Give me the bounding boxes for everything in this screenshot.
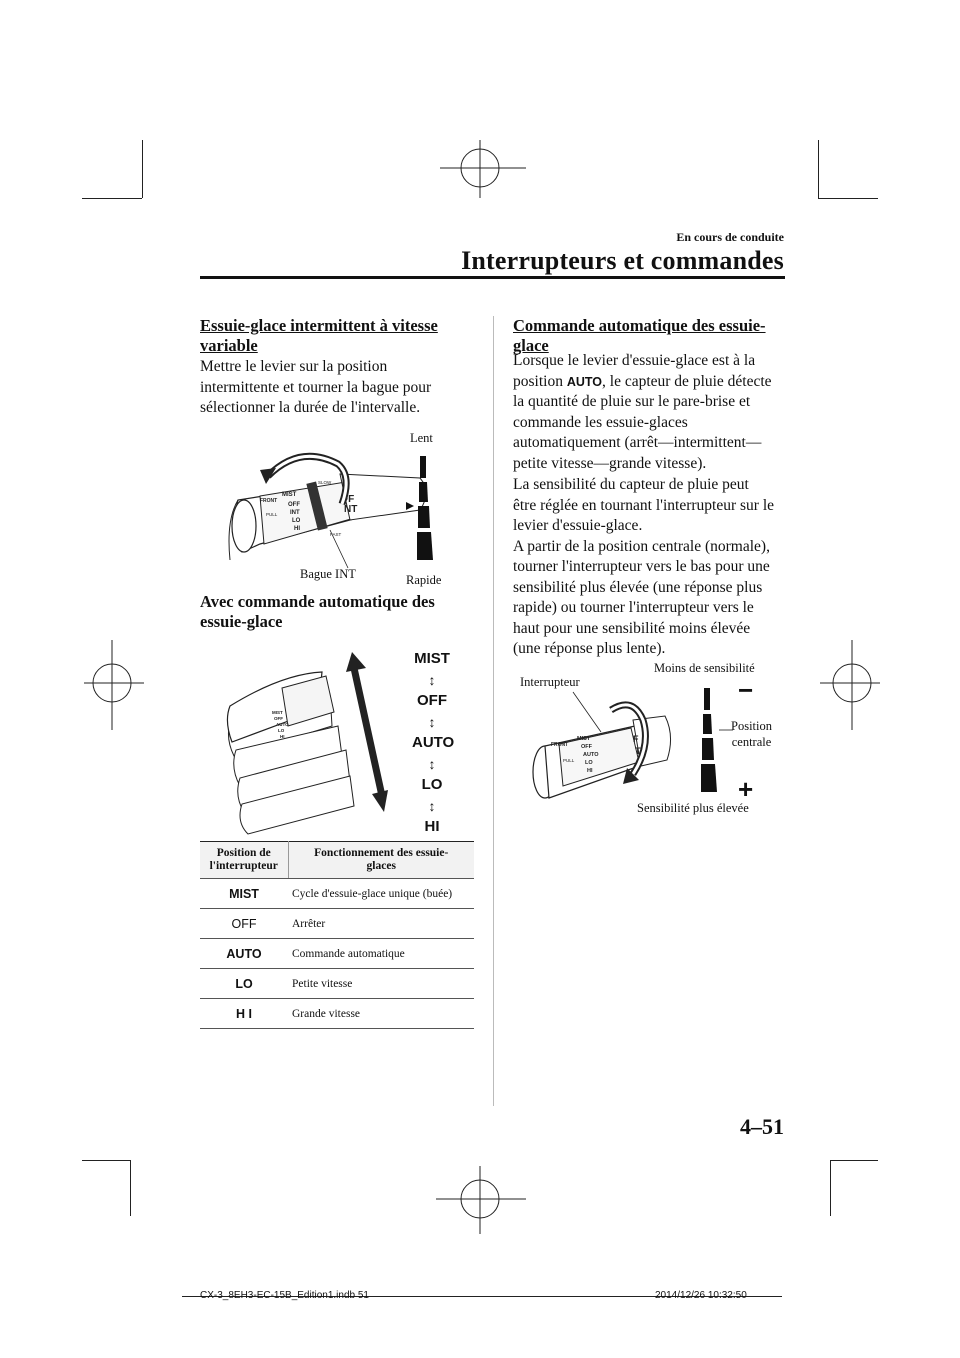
wiper-lever-sensitivity-figure <box>515 680 765 810</box>
fig3-label-switch: Interrupteur <box>520 675 580 689</box>
svg-text:HI: HI <box>280 734 285 739</box>
table-header-operation: Fonctionnement des essuie- glaces <box>288 842 474 879</box>
svg-text:FRONT: FRONT <box>260 498 278 504</box>
table-header-position: Position de l'interrupteur <box>200 842 288 879</box>
up-down-arrow-icon: ↕ <box>428 714 436 730</box>
right-paragraph-1: Lorsque le levier d'essuie-glace est à la position AUTO, le capteur de pluie détecte la quantité de pluie sur le pare-brise et commande les essuie-glaces automatiquement (arrêt—intermittent— petite vitesse—grande vitesse). <box>513 352 772 472</box>
svg-text:MIST: MIST <box>272 710 283 715</box>
page-number: 4–51 <box>740 1114 784 1139</box>
svg-text:FF: FF <box>342 494 355 505</box>
header-rule <box>200 276 785 279</box>
footer-timestamp: 2014/12/26 10:32:50 <box>655 1290 747 1301</box>
svg-text:SLOW: SLOW <box>318 480 332 485</box>
table-row: AUTO Commande automatique <box>200 939 474 969</box>
fig2-position-list <box>412 650 455 836</box>
position-auto: AUTO <box>412 734 455 751</box>
fig3-label-less: Moins de sensibilité <box>654 661 755 675</box>
svg-text:OFF: OFF <box>274 716 283 721</box>
svg-text:FAST: FAST <box>330 532 342 537</box>
position-mist: MIST <box>414 650 450 667</box>
plus-icon: + <box>738 774 754 804</box>
svg-text:OFF: OFF <box>581 744 592 750</box>
footer-file: CX-3_8EH3-EC-15B_Edition1.indb 51 <box>200 1290 369 1301</box>
page-title: Interrupteurs et commandes <box>461 246 784 275</box>
svg-text:MIST: MIST <box>577 736 591 742</box>
svg-text:HI: HI <box>587 768 593 774</box>
left-section-heading: Essuie-glace intermittent à vitesse variable <box>200 316 438 355</box>
up-down-arrow-icon: ↕ <box>428 672 436 688</box>
section-label: En cours de conduite <box>676 230 784 244</box>
minus-icon: − <box>738 675 754 705</box>
auto-symbol: AUTO <box>566 374 603 389</box>
registration-mark-left <box>80 640 144 730</box>
svg-text:F: F <box>633 734 639 744</box>
fig1-label-fast: Rapide <box>406 573 442 587</box>
table-row: OFF Arrêter <box>200 909 474 939</box>
svg-text:FRONT: FRONT <box>551 742 569 748</box>
up-down-arrow-icon: ↕ <box>428 798 436 814</box>
svg-text:INT: INT <box>290 510 300 516</box>
svg-text:LO: LO <box>585 760 593 766</box>
svg-text:AUTO: AUTO <box>276 722 289 727</box>
svg-text:MIST: MIST <box>282 492 297 498</box>
left-paragraph: Mettre le levier sur la position intermittente et tourner la bague pour sélectionner la durée de l'intervalle. <box>200 358 432 416</box>
registration-mark-bottom <box>436 1166 526 1236</box>
svg-text:NT: NT <box>344 504 358 515</box>
right-paragraph-2: La sensibilité du capteur de pluie peut être réglée en tournant l'interrupteur sur le levier d'essuie-glace. A partir de la position centrale (normale), tourner l'interrupteur vers le bas pour une sensibilité plus élevée (une réponse plus rapide) ou tourner l'interrupteur vers le haut pour une sensibilité moins élevée (une réponse plus lente). <box>513 476 775 657</box>
svg-text:OFF: OFF <box>288 502 300 508</box>
left-subheading: Avec commande automatique des essuie-glace <box>200 592 435 631</box>
up-down-arrow-icon: ↕ <box>428 756 436 772</box>
wiper-position-table <box>200 841 474 1029</box>
fig3-label-more: Sensibilité plus élevée <box>637 801 749 815</box>
position-lo: LO <box>421 776 443 793</box>
wiper-lever-int-figure <box>220 440 470 570</box>
svg-text:PULL: PULL <box>266 512 278 517</box>
fig1-label-ring: Bague INT <box>300 567 356 581</box>
svg-text:PULL: PULL <box>563 758 575 763</box>
registration-mark-top <box>440 140 526 200</box>
svg-text:T: T <box>635 746 641 756</box>
fig1-label-slow: Lent <box>410 431 433 445</box>
column-divider <box>493 316 494 1106</box>
svg-text:LO: LO <box>292 518 301 524</box>
table-row: H I Grande vitesse <box>200 999 474 1029</box>
registration-mark-right <box>820 640 884 730</box>
svg-text:AUTO: AUTO <box>583 752 599 758</box>
position-off: OFF <box>417 692 447 709</box>
fig3-label-center: Position centrale <box>731 719 772 749</box>
svg-text:LO: LO <box>278 728 285 733</box>
svg-text:HI: HI <box>294 526 300 532</box>
table-row: LO Petite vitesse <box>200 969 474 999</box>
right-section-heading: Commande automatique des essuie- glace <box>513 316 766 355</box>
table-row: MIST Cycle d'essuie-glace unique (buée) <box>200 879 474 909</box>
position-hi: HI <box>424 818 440 835</box>
table-header-row <box>200 842 474 879</box>
